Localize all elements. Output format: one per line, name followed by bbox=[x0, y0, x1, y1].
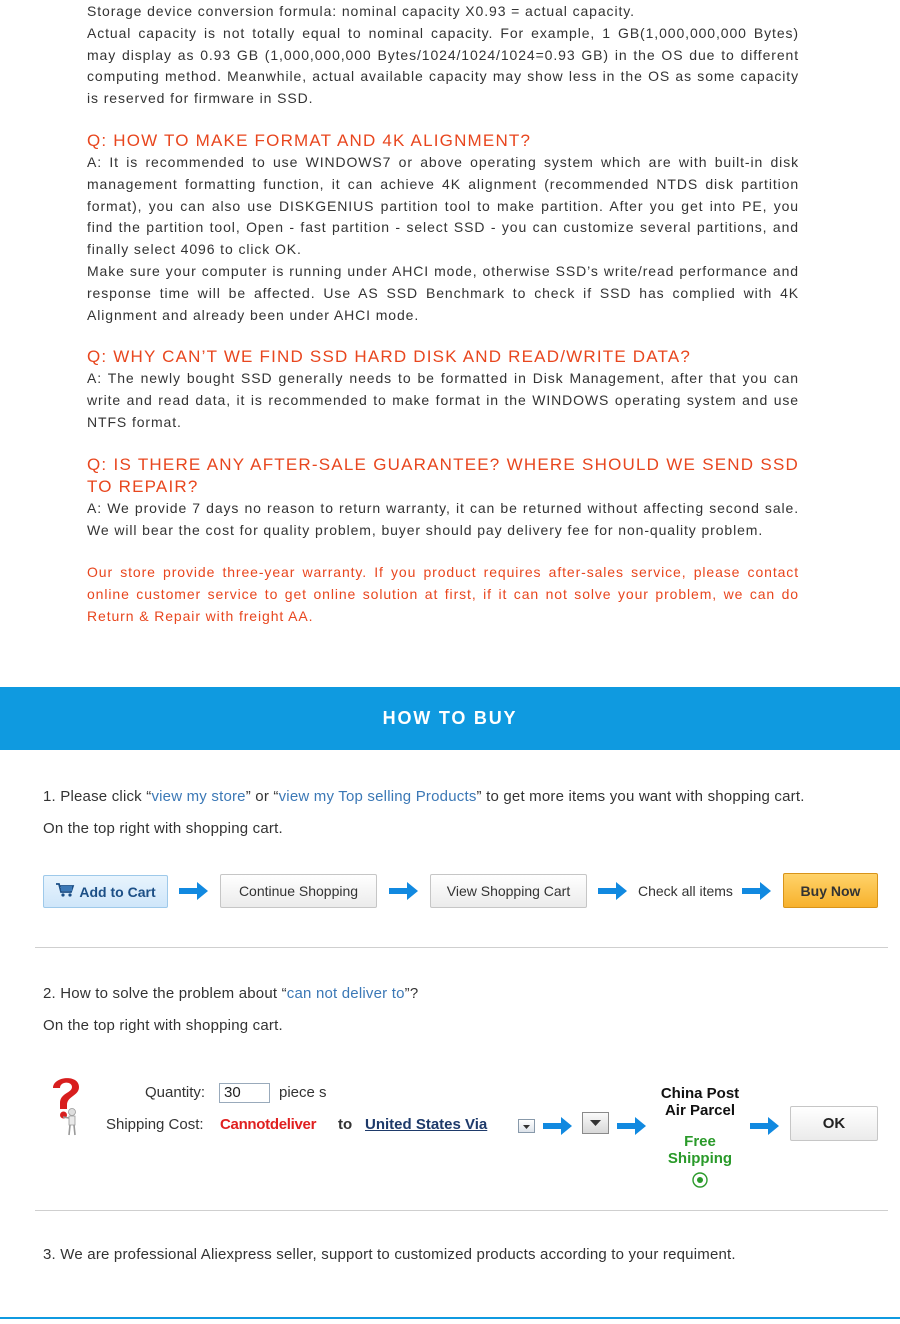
view-shopping-cart-button[interactable] bbox=[430, 874, 587, 908]
arrow-right-icon bbox=[742, 881, 772, 906]
answer-ahci-mode: Make sure your computer is running under AHCI mode, otherwise SSD’s write/read performance and response time will be affected. Use AS SSD Benchmark to check if SSD has complied with 4K Alignment and already been under AHCI mode. bbox=[87, 262, 799, 323]
step1-line2: On the top right with shopping cart. bbox=[43, 820, 283, 837]
divider bbox=[35, 947, 888, 948]
step1-line1 bbox=[43, 788, 805, 805]
ok-label: OK bbox=[822, 1115, 846, 1132]
quantity-input[interactable] bbox=[219, 1083, 270, 1103]
question-format-alignment: Q: HOW TO MAKE FORMAT AND 4K ALIGNMENT? bbox=[87, 130, 532, 150]
arrow-right-icon bbox=[179, 881, 209, 906]
step1-mid: ” or “ bbox=[245, 788, 279, 805]
view-my-store-link[interactable]: view my store bbox=[151, 788, 246, 805]
question-find-ssd: Q: WHY CAN’T WE FIND SSD HARD DISK AND READ/WRITE DATA? bbox=[87, 347, 692, 367]
arrow-right-icon bbox=[750, 1116, 780, 1141]
step2-line1 bbox=[43, 985, 418, 1002]
destination-select[interactable]: United States Via bbox=[365, 1116, 488, 1133]
quantity-label: Quantity: bbox=[145, 1084, 206, 1101]
free-shipping-line2: Shipping bbox=[667, 1150, 733, 1167]
how-to-buy-title: HOW TO BUY bbox=[382, 708, 518, 728]
add-to-cart-button[interactable] bbox=[43, 875, 168, 908]
step2-prefix: 2. How to solve the problem about “ bbox=[43, 985, 287, 1002]
capacity-detail: Actual capacity is not totally equal to nominal capacity. For example, 1 GB(1,000,000,000 Bytes) may display as 0.93 GB (1,000,000,000 Bytes/1024/1024/1024=0.93 GB) in the OS due to different computing method. Meanwhile, actual available capacity may show less in the OS as some capacity is reserved for firmware in SSD. bbox=[87, 24, 799, 107]
arrow-right-icon bbox=[598, 881, 628, 906]
step1-suffix: ” to get more items you want with shopping cart. bbox=[476, 788, 805, 805]
quantity-value: 30 bbox=[224, 1084, 241, 1101]
question-after-sale: Q: IS THERE ANY AFTER-SALE GUARANTEE? WHERE SHOULD WE SEND SSD TO REPAIR? bbox=[87, 454, 799, 496]
step3-text: 3. We are professional Aliexpress seller, support to customized products according to your requiment. bbox=[43, 1246, 736, 1263]
answer-format-alignment: A: It is recommended to use WINDOWS7 or above operating system which are with built-in disk management formatting function, it can achieve 4K alignment (recommended NTDS disk partition format), you can also use DISKGENIUS partition tool to make partition. After you get into PE, you find the partition tool, Open - fast partition - select SSD - you can customize several partitions, and finally select 4096 to click OK. bbox=[87, 153, 799, 258]
faq-section bbox=[87, 0, 799, 628]
arrow-right-icon bbox=[617, 1116, 647, 1141]
arrow-right-icon bbox=[543, 1116, 573, 1141]
answer-after-sale: A: We provide 7 days no reason to return warranty, it can be returned without affecting second sale. We will bear the cost for quality problem, buyer should pay delivery fee for non-quality problem. bbox=[87, 499, 799, 538]
buy-now-label: Buy Now bbox=[800, 883, 861, 899]
bottom-divider bbox=[0, 1317, 900, 1319]
ok-button[interactable] bbox=[790, 1106, 878, 1141]
check-all-items-text: Check all items bbox=[638, 883, 733, 899]
free-shipping-line1: Free bbox=[684, 1133, 716, 1150]
warranty-note: Our store provide three-year warranty. If you product requires after-sales service, please contact online customer service to get online solution at first, if it can not solve your problem, we can do Return & Repair with freight AA. bbox=[87, 564, 799, 624]
divider bbox=[35, 1210, 888, 1211]
capacity-formula: Storage device conversion formula: nominal capacity X0.93 = actual capacity. bbox=[87, 3, 635, 19]
cart-icon bbox=[55, 877, 75, 909]
shipping-method-panel bbox=[649, 1085, 751, 1188]
step2-line2: On the top right with shopping cart. bbox=[43, 1017, 283, 1034]
question-mark-figure-icon bbox=[45, 1072, 87, 1141]
chevron-down-icon[interactable] bbox=[582, 1112, 609, 1134]
continue-shopping-label: Continue Shopping bbox=[238, 883, 359, 899]
arrow-right-icon bbox=[389, 881, 419, 906]
radio-selected-icon[interactable] bbox=[692, 1172, 708, 1188]
how-to-buy-banner bbox=[0, 687, 900, 750]
carrier-line1: China Post bbox=[660, 1085, 740, 1102]
top-selling-link[interactable]: view my Top selling Products bbox=[278, 788, 477, 805]
quantity-unit: piece s bbox=[279, 1084, 327, 1101]
step1-prefix: 1. Please click “ bbox=[43, 788, 152, 805]
add-to-cart-label: Add to Cart bbox=[79, 884, 156, 900]
buy-now-button[interactable] bbox=[783, 873, 878, 908]
to-label: to bbox=[338, 1116, 353, 1133]
carrier-line2: Air Parcel bbox=[664, 1102, 736, 1119]
shipping-cost-label: Shipping Cost: bbox=[106, 1116, 204, 1133]
cannot-deliver-link[interactable]: can not deliver to bbox=[286, 985, 405, 1002]
chevron-down-icon[interactable] bbox=[518, 1119, 535, 1133]
view-cart-label: View Shopping Cart bbox=[446, 883, 571, 899]
answer-find-ssd: A: The newly bought SSD generally needs to be formatted in Disk Management, after that you can write and read data, it is recommended to make format in the WINDOWS operating system and use NTFS format. bbox=[87, 370, 799, 430]
step2-suffix: ”? bbox=[404, 985, 419, 1002]
cannot-deliver-text: Cannotdeliver bbox=[220, 1116, 317, 1133]
continue-shopping-button[interactable] bbox=[220, 874, 377, 908]
